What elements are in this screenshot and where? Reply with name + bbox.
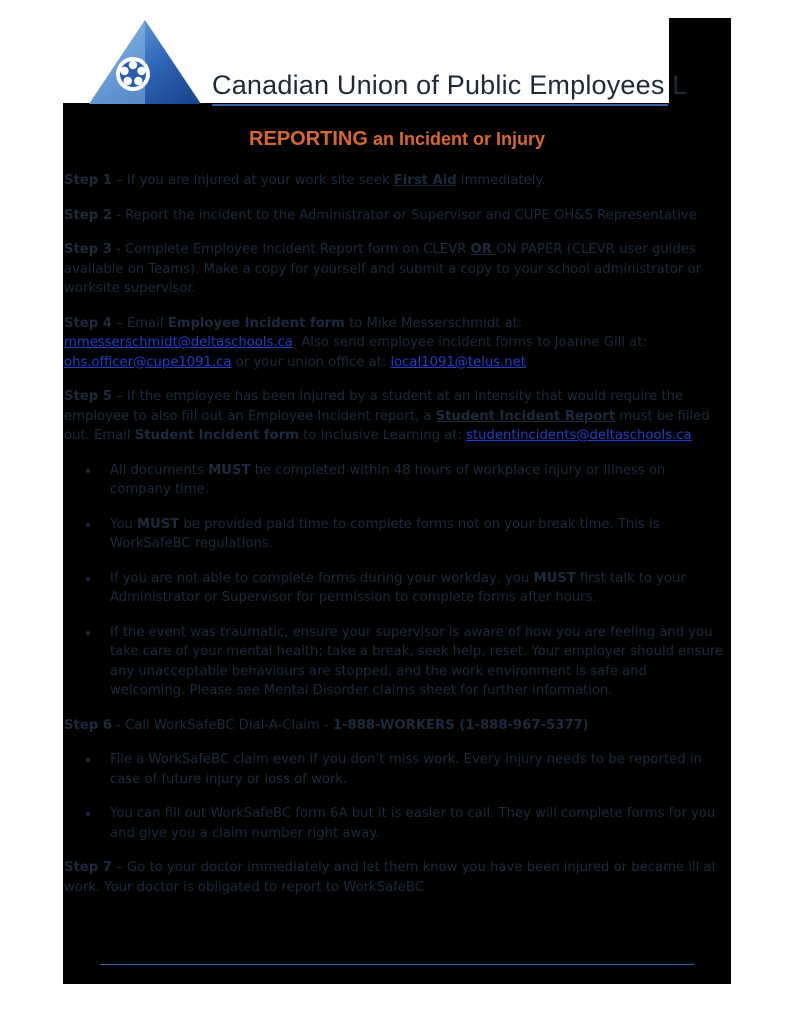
- email-link-local1091[interactable]: local1091@telus.net: [390, 354, 526, 370]
- list-item-emphasis: MUST: [136, 516, 180, 532]
- list-item: [64, 750, 730, 789]
- organization-name: Canadian Union of Public Employees L: [212, 70, 688, 100]
- dial-a-claim-phone: 1-888-WORKERS (1-888-967-5377): [332, 717, 589, 733]
- step-1-text-end: immediately.: [456, 173, 546, 188]
- list-item-text-end: be provided paid time to complete forms not on your break time. This is WorkSafeBC regulations.: [110, 516, 660, 551]
- list-item-text: If you are not able to complete forms during your workday, you: [110, 570, 534, 586]
- email-link-messerschmidt[interactable]: mmesserschmidt@deltaschools.ca: [64, 335, 293, 350]
- step-1-label: Step 1: [64, 173, 112, 188]
- step-6-label: Step 6: [64, 717, 112, 733]
- list-item: [64, 461, 730, 500]
- step-5: [64, 387, 730, 446]
- list-item-text-end: first talk to your Administrator or Supervisor for permission to complete forms after hours.: [110, 570, 686, 605]
- student-incident-form-text: Student Incident form: [134, 428, 299, 443]
- email-link-studentincidents[interactable]: studentincidents@deltaschools.ca: [466, 428, 692, 443]
- step-3-label: Step 3: [64, 242, 112, 257]
- list-item-emphasis: MUST: [533, 570, 576, 586]
- step-5-text-2: must be filled out. Email: [64, 408, 710, 443]
- step-3-text: - Complete Employee Incident Report form on CLEVR: [111, 242, 471, 257]
- worksafebc-list: [64, 750, 730, 843]
- list-item: [64, 515, 730, 554]
- step-6: [64, 716, 730, 736]
- step-7-label: Step 7: [64, 860, 112, 875]
- step-4-text: – Email: [111, 315, 168, 331]
- list-item-text: File a WorkSafeBC claim even if you don’t miss work. Every injury needs to be reported in case of future injury or loss of work.: [110, 752, 702, 787]
- step-3: [64, 240, 730, 299]
- page-title: [63, 128, 731, 151]
- list-item-text: You can fill out WorkSafeBC form 6A but it is easier to call. They will complete forms for you and give you a claim number right away.: [110, 806, 716, 841]
- step-4-text-4: or your union office at:: [231, 354, 391, 370]
- step-2-text: - Report the incident to the Administrator or Supervisor and CUPE OH&S Representative: [111, 207, 697, 223]
- step-4-text-2: to Mike Messerschmidt at:: [344, 315, 523, 331]
- step-1-text: – If you are injured at your work site seek: [111, 173, 394, 188]
- step-7: [64, 858, 730, 897]
- list-item: [64, 804, 730, 843]
- step-2-label: Step 2: [64, 207, 112, 223]
- list-item-emphasis: MUST: [208, 462, 251, 478]
- step-3-text-end: ON PAPER (CLEVR user guides available on Teams). Make a copy for yourself and submit a copy to your school administrator or worksite supervisor.: [64, 242, 701, 296]
- or-text: OR: [470, 242, 497, 257]
- list-item-text-end: be completed within 48 hours of workplace injury or illness on company time.: [110, 462, 666, 497]
- title-rest: an Incident or Injury: [367, 129, 545, 149]
- cupe-logo-icon: [89, 20, 201, 104]
- step-4-text-3: . Also send employee incident forms to Joanne Gill at:: [292, 335, 647, 350]
- list-item-text: All documents: [110, 462, 209, 478]
- step-4-label: Step 4: [64, 315, 112, 331]
- list-item-text: If the event was traumatic, ensure your supervisor is aware of how you are feeling and you take care of your mental health; take a break, seek help, reset. Your employer should ensure any unacceptable behaviours are stopped, and the work environment is safe and welcoming. Please see Mental Disorder claims sheet for further information.: [110, 624, 724, 698]
- step-5-label: Step 5: [64, 389, 112, 404]
- student-incident-report-text: Student Incident Report: [435, 408, 616, 424]
- list-item: [64, 623, 730, 701]
- step-5-text: – If the employee has been injured by a student at an intensity that would require the employee to also fill out an Employee Incident report, a: [64, 389, 684, 424]
- step-6-text: - Call WorkSafeBC Dial-A-Claim -: [111, 717, 333, 733]
- step-4: [64, 314, 730, 373]
- step-7-text: – Go to your doctor immediately and let them know you have been injured or became ill at work. Your doctor is obligated to report to WorkSafeBC: [64, 860, 717, 895]
- step-5-text-3: to Inclusive Learning at:: [298, 428, 467, 443]
- list-item: [64, 569, 730, 608]
- header-divider: [212, 104, 668, 106]
- title-reporting: REPORTING: [249, 128, 368, 150]
- step-2: [64, 206, 730, 226]
- footer-divider: [100, 964, 694, 965]
- document-page: [63, 18, 731, 984]
- step-1: [64, 171, 730, 191]
- requirements-list: [64, 461, 730, 701]
- list-item-text: You: [110, 516, 137, 532]
- first-aid-text: First Aid: [393, 173, 457, 188]
- employee-incident-form-text: Employee Incident form: [167, 315, 345, 331]
- email-link-ohs-officer[interactable]: ohs.officer@cupe1091.ca: [64, 354, 232, 370]
- document-body: [64, 171, 730, 912]
